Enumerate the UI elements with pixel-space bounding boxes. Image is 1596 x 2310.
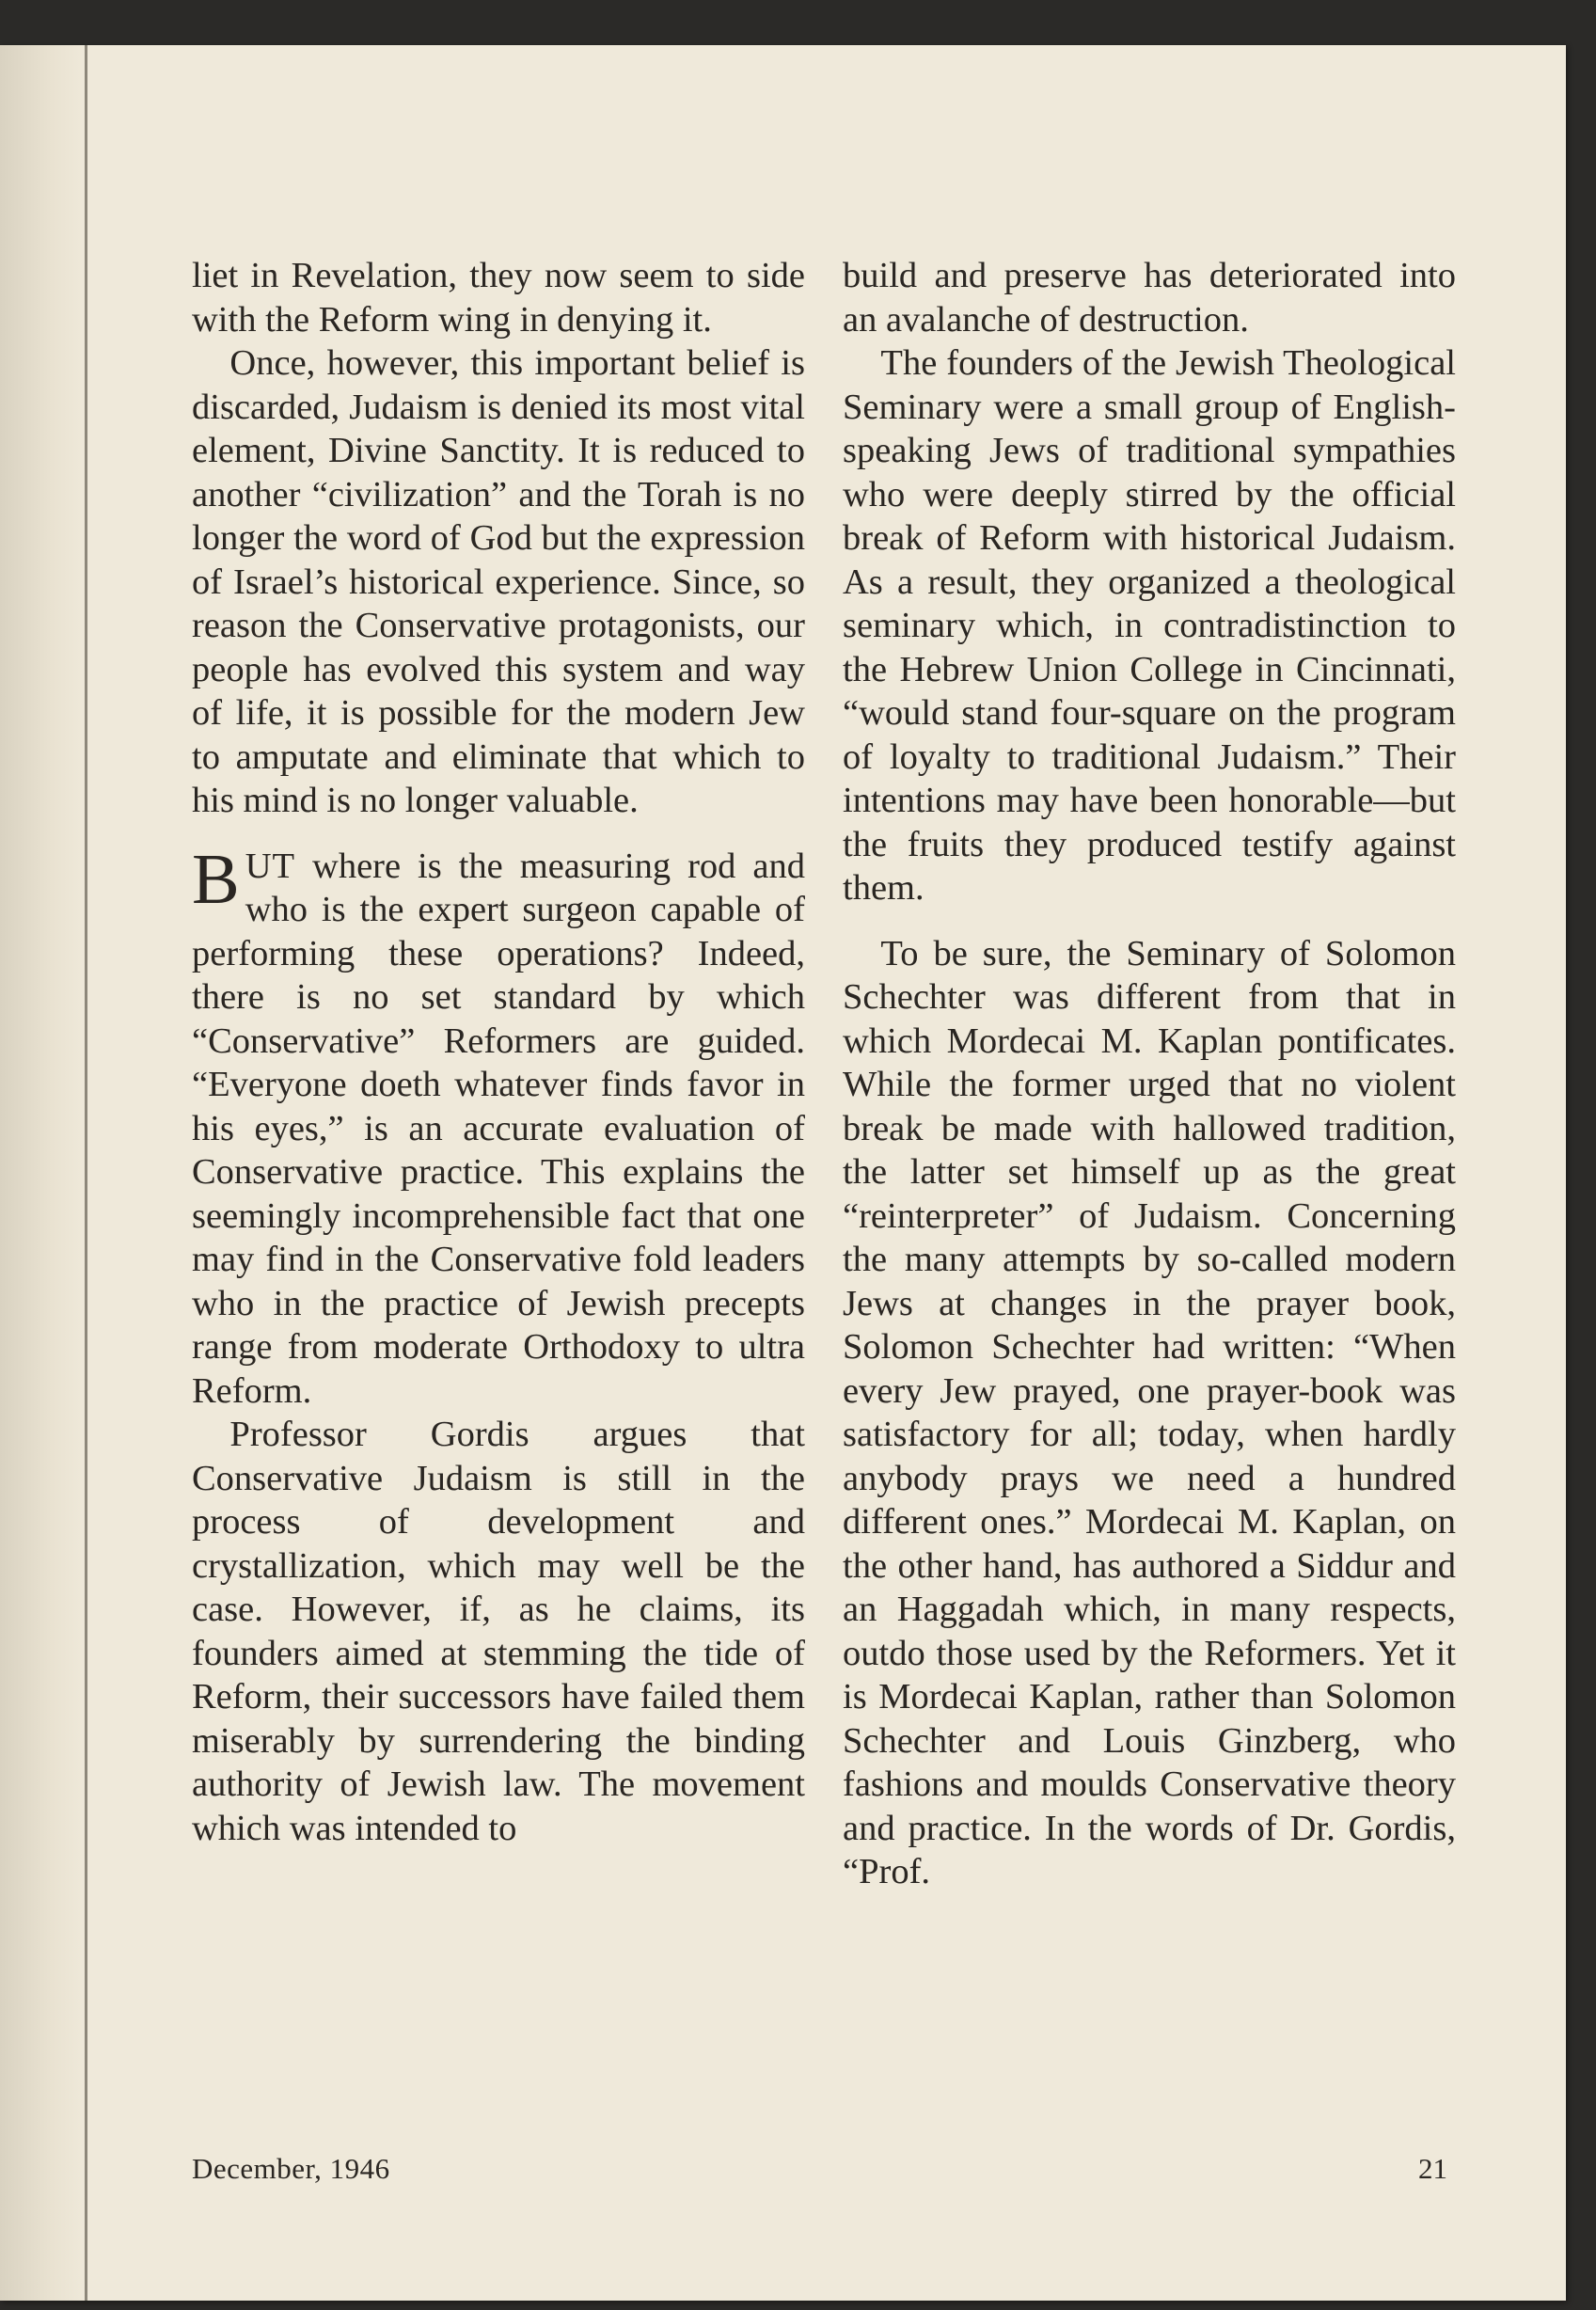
- right-paragraph-3: To be sure, the Seminary of Solomon Schechter was different from that in which Mordecai M. Kaplan pontificates. While the former urged that no violent break be made with hallowed tradition, the latter set himself up as the great “reinterpreter” of Judaism. Concerning the many attempts by so-called modern Jews at changes in the prayer book, Solomon Schechter had written: “When every Jew prayed, one prayer-book was satisfactory for all; today, when hardly anybody prays we need a hundred different ones.” Mordecai M. Kaplan, on the other hand, has authored a Siddur and an Haggadah which, in many respects, outdo those used by the Reformers. Yet it is Mordecai Kaplan, rather than Solomon Schechter and Louis Ginzberg, who fashions and moulds Conservative theory and practice. In the words of Dr. Gordis, “Prof.: [843, 933, 1456, 1891]
- magazine-page: [0, 45, 1566, 2301]
- footer-date: December, 1946: [192, 2152, 390, 2185]
- left-paragraph-3-body: where is the measuring rod and who is the expert surgeon capable of performing these operations? Indeed, there is no set standard by which “Conservative” Reformers are guided. “Everyone doeth whatever finds favor in his eyes,” is an accurate evaluation of Conservative practice. This explains the seemingly incomprehensible fact that one may find in the Conservative fold leaders who in the practice of Jewish precepts range from moderate Orthodoxy to ultra Reform.: [192, 846, 805, 1411]
- right-paragraph-2: The founders of the Jewish Theological Seminary were a small group of English-speaking Jews of traditional sympathies who were deeply stirred by the official break of Reform with historical Judaism. As a result, they organized a theological seminary which, in contradistinction to the Hebrew Union College in Cincinnati, “would stand four-square on the program of loyalty to traditional Judaism.” Their intentions may have been honorable—but the fruits they produced testify against them.: [843, 343, 1456, 908]
- right-paragraph-1: build and preserve has deteriorated into an avalanche of destruction.: [843, 256, 1456, 340]
- left-paragraph-4: Professor Gordis argues that Conservative Judaism is still in the process of development and crystallization, which may well be the case. However, if, as he claims, its founders aimed at stemming the tide of Reform, their successors have failed them miserably by surrendering the binding authority of Jewish law. The movement which was intended to: [192, 1415, 805, 1848]
- right-column: [843, 254, 1456, 1894]
- page-number: 21: [1418, 2152, 1447, 2185]
- page-gutter: [0, 45, 87, 2301]
- left-column: [192, 254, 805, 1850]
- binding-edge: [85, 45, 87, 2301]
- left-paragraph-2: Once, however, this important belief is discarded, Judaism is denied its most vital element, Divine Sanctity. It is reduced to another “civilization” and the Torah is no longer the word of God but the expression of Israel’s historical experience. Since, so reason the Conservative protagonists, our people has evolved this system and way of life, it is possible for the modern Jew to amputate and eliminate that which to his mind is no longer valuable.: [192, 343, 805, 820]
- small-caps-lead: UT: [245, 846, 296, 886]
- drop-cap: B: [192, 839, 240, 919]
- left-paragraph-1: liet in Revelation, they now seem to side with the Reform wing in denying it.: [192, 256, 805, 340]
- left-paragraph-3: [192, 839, 805, 1414]
